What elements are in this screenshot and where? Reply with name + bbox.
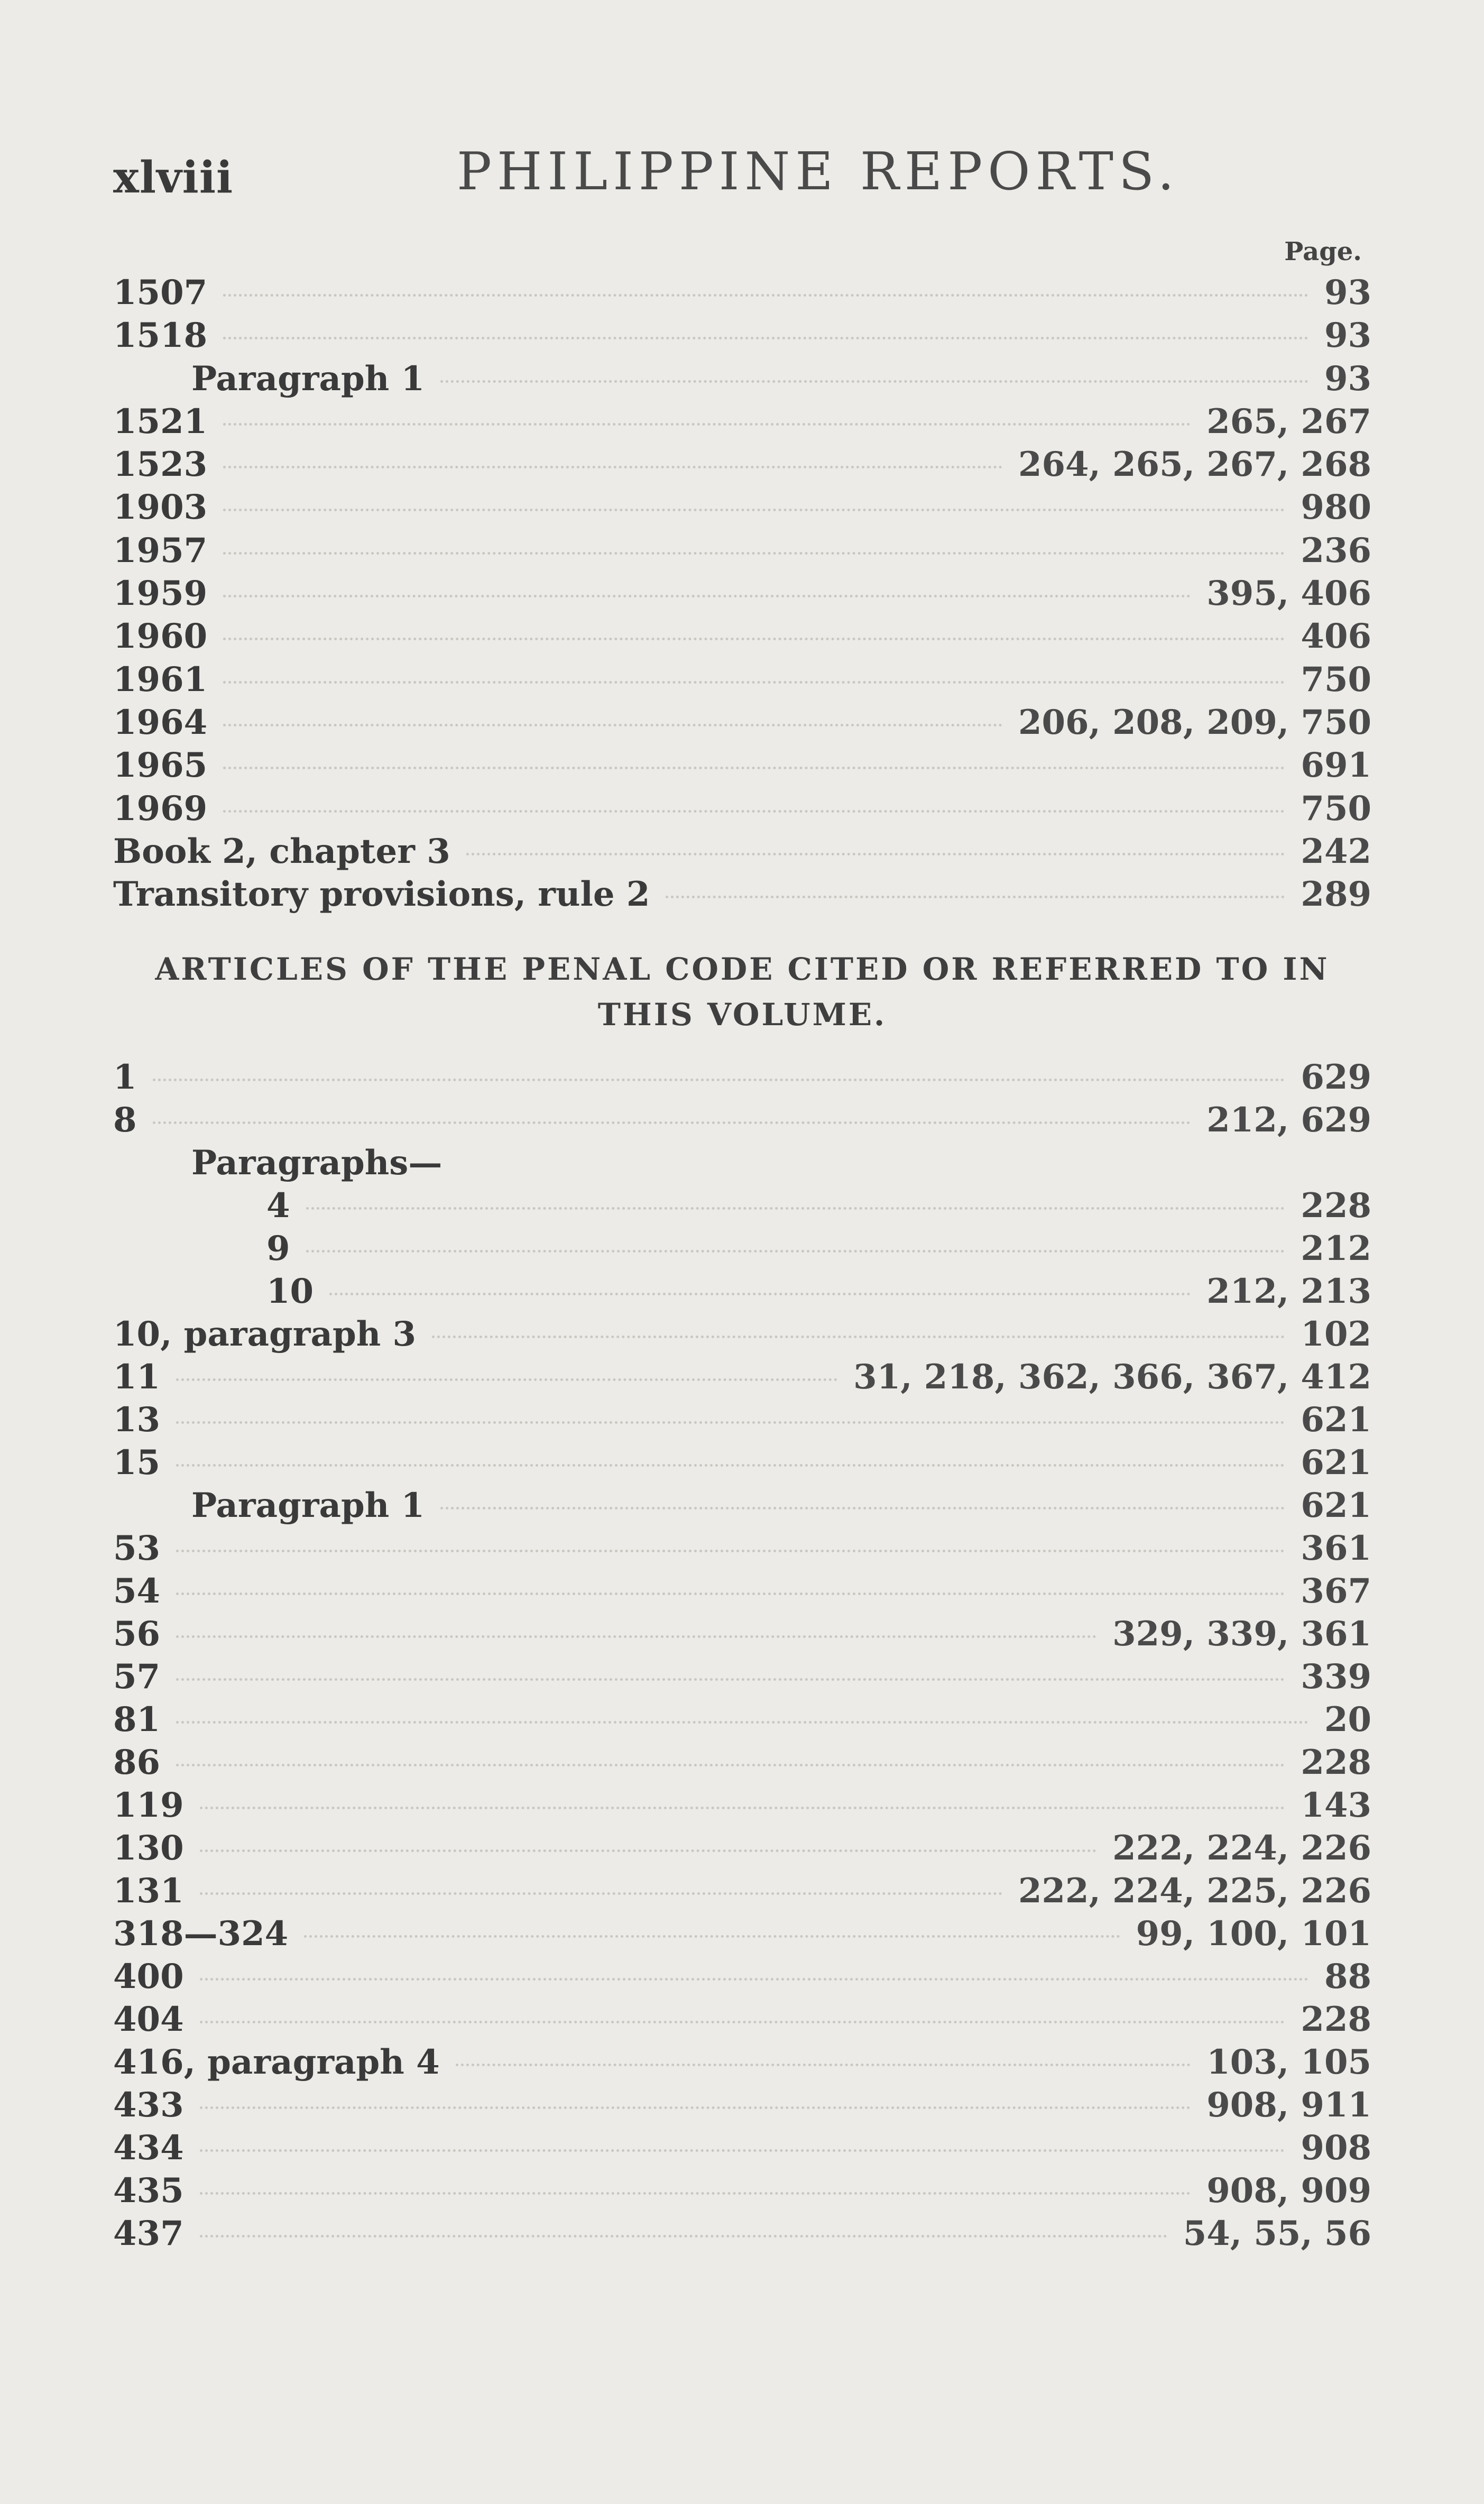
index-entry bbox=[113, 316, 1371, 358]
index-entry bbox=[113, 1614, 1371, 1657]
index-entry bbox=[113, 2128, 1371, 2171]
dot-leader bbox=[153, 1079, 1285, 1081]
dot-leader bbox=[176, 1635, 1096, 1638]
dot-leader bbox=[223, 638, 1285, 640]
entry-label: 13 bbox=[113, 1400, 161, 1440]
entry-page-refs: 103, 105 bbox=[1206, 2042, 1371, 2082]
index-entry bbox=[113, 1143, 1371, 1186]
entry-page-refs: 361 bbox=[1301, 1529, 1371, 1568]
entry-page-refs: 31, 218, 362, 366, 367, 412 bbox=[853, 1357, 1371, 1397]
entry-label: Paragraphs— bbox=[191, 1143, 443, 1183]
index-entry bbox=[113, 445, 1371, 487]
index-entry bbox=[113, 1871, 1371, 1914]
running-head bbox=[113, 142, 1371, 210]
entry-label: 131 bbox=[113, 1871, 184, 1911]
entry-label: 1964 bbox=[113, 702, 208, 742]
penal-code-index bbox=[113, 1057, 1371, 2257]
dot-leader bbox=[432, 1336, 1285, 1338]
entry-label: 434 bbox=[113, 2128, 184, 2168]
entry-label: Transitory provisions, rule 2 bbox=[113, 874, 650, 915]
index-entry bbox=[113, 359, 1371, 402]
index-entry bbox=[113, 1400, 1371, 1443]
dot-leader bbox=[176, 1721, 1308, 1724]
section-heading-line-2: THIS VOLUME. bbox=[597, 997, 887, 1033]
index-entry bbox=[113, 1100, 1371, 1143]
entry-label: 57 bbox=[113, 1657, 161, 1697]
entry-page-refs: 750 bbox=[1301, 659, 1371, 699]
entry-label: 10, paragraph 3 bbox=[113, 1314, 417, 1354]
entry-label: 53 bbox=[113, 1529, 161, 1568]
entry-label: 435 bbox=[113, 2171, 184, 2211]
entry-page-refs: 242 bbox=[1301, 831, 1371, 871]
dot-leader bbox=[200, 1849, 1097, 1852]
entry-label: 8 bbox=[113, 1100, 137, 1140]
entry-label: 416, paragraph 4 bbox=[113, 2042, 440, 2082]
index-entry bbox=[113, 2042, 1371, 2085]
entry-page-refs: 621 bbox=[1301, 1443, 1371, 1483]
index-entry bbox=[113, 1314, 1371, 1357]
entry-page-refs: 629 bbox=[1301, 1057, 1371, 1097]
entry-page-refs: 265, 267 bbox=[1206, 401, 1371, 441]
entry-page-refs: 367 bbox=[1301, 1571, 1371, 1611]
dot-leader bbox=[440, 1507, 1285, 1509]
entry-page-refs: 406 bbox=[1301, 616, 1371, 657]
index-entry bbox=[113, 1529, 1371, 1571]
entry-page-refs: 264, 265, 267, 268 bbox=[1018, 445, 1371, 485]
index-entry bbox=[113, 2171, 1371, 2214]
dot-leader bbox=[200, 2106, 1191, 2109]
entry-label: 1521 bbox=[113, 401, 208, 441]
index-entry bbox=[113, 1657, 1371, 1700]
index-entry bbox=[113, 1785, 1371, 1828]
entry-page-refs: 20 bbox=[1324, 1700, 1371, 1739]
index-entry bbox=[113, 660, 1371, 703]
dot-leader bbox=[176, 1764, 1285, 1766]
index-rows bbox=[113, 1057, 1371, 2257]
dot-leader bbox=[223, 595, 1191, 597]
entry-page-refs: 93 bbox=[1324, 316, 1371, 356]
index-entry bbox=[113, 1186, 1371, 1229]
entry-label: 1959 bbox=[113, 574, 208, 614]
entry-page-refs: 750 bbox=[1301, 788, 1371, 828]
entry-label: 4 bbox=[266, 1186, 290, 1226]
entry-page-refs: 99, 100, 101 bbox=[1136, 1914, 1371, 1954]
entry-page-refs: 206, 208, 209, 750 bbox=[1018, 702, 1371, 742]
journal-title: PHILIPPINE REPORTS. bbox=[457, 142, 1179, 202]
entry-label: 1518 bbox=[113, 316, 208, 356]
entry-label: 54 bbox=[113, 1571, 161, 1611]
index-entry bbox=[113, 789, 1371, 832]
dot-leader bbox=[223, 294, 1308, 297]
dot-leader bbox=[200, 1807, 1285, 1809]
index-entry bbox=[113, 2214, 1371, 2257]
dot-leader bbox=[200, 2149, 1285, 2152]
entry-page-refs: 339 bbox=[1301, 1657, 1371, 1697]
index-entry bbox=[113, 1272, 1371, 1314]
dot-leader bbox=[176, 1378, 837, 1381]
dot-leader bbox=[306, 1207, 1285, 1210]
index-entry bbox=[113, 574, 1371, 616]
dot-leader bbox=[304, 1935, 1120, 1938]
entry-page-refs: 691 bbox=[1301, 745, 1371, 786]
entry-page-refs: 93 bbox=[1324, 273, 1371, 312]
page-column-heading: Page. bbox=[1284, 237, 1362, 266]
entry-label: 86 bbox=[113, 1743, 161, 1782]
entry-label: Paragraph 1 bbox=[191, 1486, 425, 1525]
index-entry bbox=[113, 616, 1371, 659]
entry-page-refs: 329, 339, 361 bbox=[1112, 1614, 1371, 1654]
index-entry bbox=[113, 1571, 1371, 1614]
index-rows bbox=[113, 273, 1371, 917]
dot-leader bbox=[176, 1421, 1285, 1424]
entry-page-refs: 93 bbox=[1324, 358, 1371, 399]
entry-page-refs: 102 bbox=[1301, 1314, 1371, 1354]
dot-leader bbox=[176, 1592, 1285, 1595]
entry-page-refs: 236 bbox=[1301, 530, 1371, 570]
section-heading-penal-code bbox=[113, 946, 1371, 1037]
index-entry bbox=[113, 1443, 1371, 1486]
index-entry bbox=[113, 531, 1371, 574]
entry-label: 1957 bbox=[113, 530, 208, 570]
dot-leader bbox=[223, 423, 1191, 426]
index-entry bbox=[113, 745, 1371, 788]
entry-label: 1965 bbox=[113, 745, 208, 786]
dot-leader bbox=[200, 2235, 1167, 2238]
index-entry bbox=[113, 1957, 1371, 2000]
entry-page-refs: 228 bbox=[1301, 1743, 1371, 1782]
entry-page-refs: 212 bbox=[1301, 1229, 1371, 1268]
entry-page-refs: 212, 213 bbox=[1206, 1272, 1371, 1311]
page-number: xlviii bbox=[113, 152, 234, 203]
entry-page-refs: 212, 629 bbox=[1206, 1100, 1371, 1140]
entry-page-refs: 222, 224, 226 bbox=[1112, 1828, 1371, 1868]
entry-page-refs: 228 bbox=[1301, 2000, 1371, 2039]
dot-leader bbox=[666, 896, 1285, 898]
entry-page-refs: 228 bbox=[1301, 1186, 1371, 1226]
dot-leader bbox=[223, 466, 1002, 468]
entry-page-refs: 54, 55, 56 bbox=[1183, 2214, 1371, 2253]
index-entry bbox=[113, 1357, 1371, 1400]
entry-page-refs: 395, 406 bbox=[1206, 574, 1371, 614]
index-entry bbox=[113, 1828, 1371, 1871]
entry-label: Book 2, chapter 3 bbox=[113, 831, 450, 871]
entry-label: 130 bbox=[113, 1828, 184, 1868]
dot-leader bbox=[466, 853, 1285, 855]
entry-page-refs: 908, 909 bbox=[1206, 2171, 1371, 2211]
entry-page-refs: 289 bbox=[1301, 874, 1371, 915]
entry-page-refs: 980 bbox=[1301, 487, 1371, 528]
dot-leader bbox=[223, 552, 1285, 555]
dot-leader bbox=[223, 509, 1285, 511]
index-entry bbox=[113, 1743, 1371, 1785]
entry-label: 1 bbox=[113, 1057, 137, 1097]
index-entry bbox=[113, 832, 1371, 874]
entry-page-refs: 143 bbox=[1301, 1785, 1371, 1825]
index-entry bbox=[113, 1700, 1371, 1743]
index-entry bbox=[113, 487, 1371, 530]
entry-label: 10 bbox=[266, 1272, 314, 1311]
dot-leader bbox=[306, 1250, 1285, 1253]
entry-label: 11 bbox=[113, 1357, 161, 1397]
dot-leader bbox=[176, 1464, 1285, 1467]
index-entry bbox=[113, 1057, 1371, 1100]
index-entry bbox=[113, 402, 1371, 445]
dot-leader bbox=[223, 767, 1285, 769]
index-entry bbox=[113, 2000, 1371, 2042]
entry-label: 404 bbox=[113, 2000, 184, 2039]
index-entry bbox=[113, 703, 1371, 745]
entry-page-refs: 908 bbox=[1301, 2128, 1371, 2168]
index-entry bbox=[113, 1914, 1371, 1957]
entry-label: 433 bbox=[113, 2085, 184, 2125]
section-heading-line-1: ARTICLES OF THE PENAL CODE CITED OR REFERRED TO IN bbox=[155, 951, 1330, 987]
dot-leader bbox=[223, 724, 1002, 726]
dot-leader bbox=[153, 1121, 1191, 1124]
dot-leader bbox=[200, 1978, 1308, 1981]
entry-page-refs: 88 bbox=[1324, 1957, 1371, 1996]
entry-page-refs: 908, 911 bbox=[1206, 2085, 1371, 2125]
entry-label: 1969 bbox=[113, 788, 208, 828]
entry-page-refs: 222, 224, 225, 226 bbox=[1018, 1871, 1371, 1911]
index-entry bbox=[113, 2085, 1371, 2128]
entry-label: 1961 bbox=[113, 659, 208, 699]
entry-label: 1960 bbox=[113, 616, 208, 657]
dot-leader bbox=[223, 337, 1308, 339]
entry-label: 318—324 bbox=[113, 1914, 289, 1954]
entry-label: 1523 bbox=[113, 445, 208, 485]
entry-label: 1507 bbox=[113, 273, 208, 312]
dot-leader bbox=[200, 2192, 1191, 2195]
entry-label: 81 bbox=[113, 1700, 161, 1739]
entry-label: Paragraph 1 bbox=[191, 358, 425, 399]
index-entry bbox=[113, 874, 1371, 917]
entry-label: 119 bbox=[113, 1785, 184, 1825]
civil-code-continued-index bbox=[113, 237, 1371, 917]
entry-label: 15 bbox=[113, 1443, 161, 1483]
dot-leader bbox=[329, 1293, 1191, 1295]
entry-page-refs: 621 bbox=[1301, 1486, 1371, 1525]
index-entry bbox=[113, 1229, 1371, 1272]
dot-leader bbox=[440, 380, 1308, 383]
dot-leader bbox=[176, 1678, 1285, 1681]
entry-page-refs: 621 bbox=[1301, 1400, 1371, 1440]
entry-label: 9 bbox=[266, 1229, 290, 1268]
entry-label: 400 bbox=[113, 1957, 184, 1996]
entry-label: 437 bbox=[113, 2214, 184, 2253]
dot-leader bbox=[200, 2021, 1285, 2023]
dot-leader bbox=[176, 1550, 1285, 1552]
entry-label: 1903 bbox=[113, 487, 208, 528]
index-entry bbox=[113, 273, 1371, 316]
entry-label: 56 bbox=[113, 1614, 161, 1654]
dot-leader bbox=[223, 681, 1285, 684]
dot-leader bbox=[456, 2064, 1191, 2066]
index-entry bbox=[113, 1486, 1371, 1529]
dot-leader bbox=[200, 1892, 1002, 1895]
dot-leader bbox=[223, 810, 1285, 813]
